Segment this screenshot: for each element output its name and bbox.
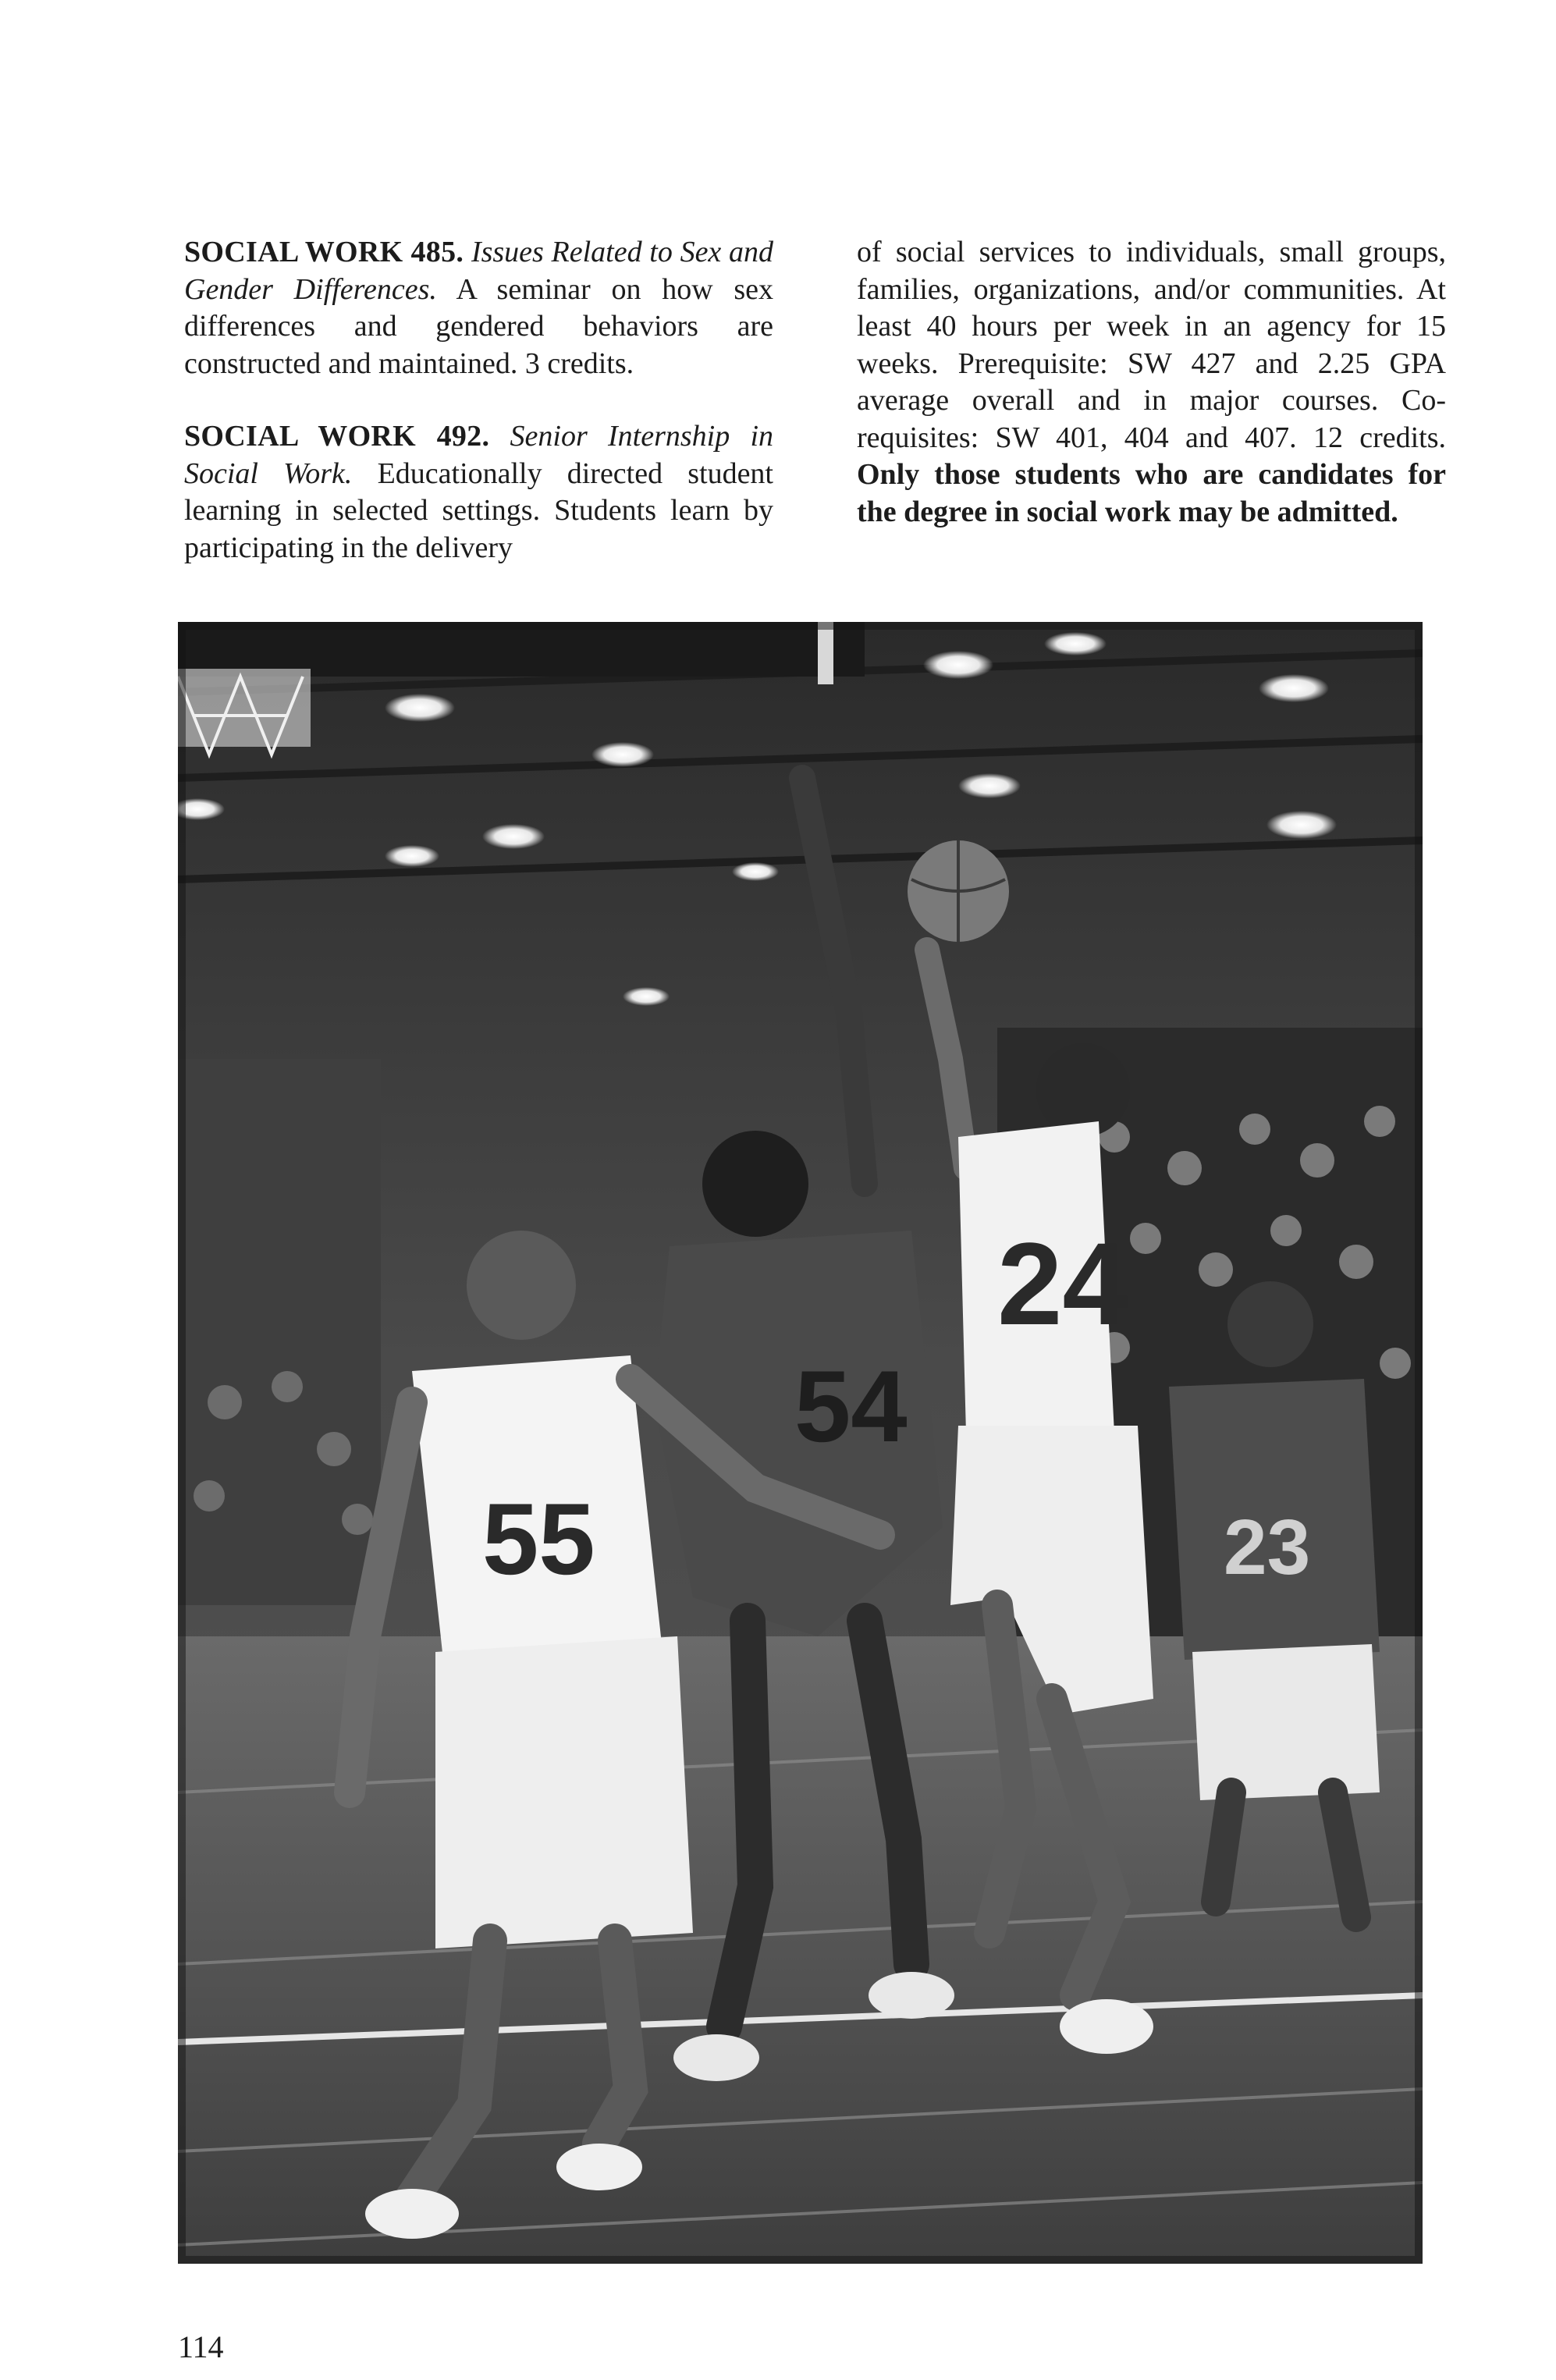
right-column: [857, 234, 1446, 531]
basketball-game-photo: [178, 622, 1423, 2264]
left-column: [184, 234, 773, 567]
jersey-number: 23: [1224, 1504, 1311, 1591]
course-heading: SOCIAL WORK 485.: [184, 236, 464, 268]
page-number: 114: [178, 2329, 224, 2364]
photo-illustration: [178, 622, 1423, 2264]
course-heading: SOCIAL WORK 492.: [184, 420, 490, 453]
course-entry-492-continued: [857, 234, 1446, 531]
course-entry-485: [184, 234, 773, 382]
course-title: Issues Related to Sex and Gender Differences.: [184, 236, 774, 306]
course-description-continued: of social services to individuals, small groups, families, organizations, and/or communities. At least 40 hours per week in an agency for 15 weeks. Prerequisite: SW 427 and 2.25 GPA average overall and in major courses. Co-requisites: SW 401, 404 and 407. 12 credits.: [857, 236, 1446, 454]
course-description: A seminar on how sex differences and gendered behaviors are constructed and maintained. 3 credits.: [184, 272, 773, 380]
course-entry-492: [184, 418, 773, 567]
course-description: Educationally directed student learning in selected settings. Students learn by participating in the delivery: [184, 456, 773, 564]
course-title: Senior Internship in Social Work.: [184, 420, 774, 490]
jersey-number: 54: [794, 1349, 908, 1463]
jersey-number: 55: [482, 1482, 595, 1596]
admission-note: Only those students who are candidates for the degree in social work may be admitted.: [857, 458, 1446, 528]
jersey-number: 24: [997, 1218, 1128, 1349]
